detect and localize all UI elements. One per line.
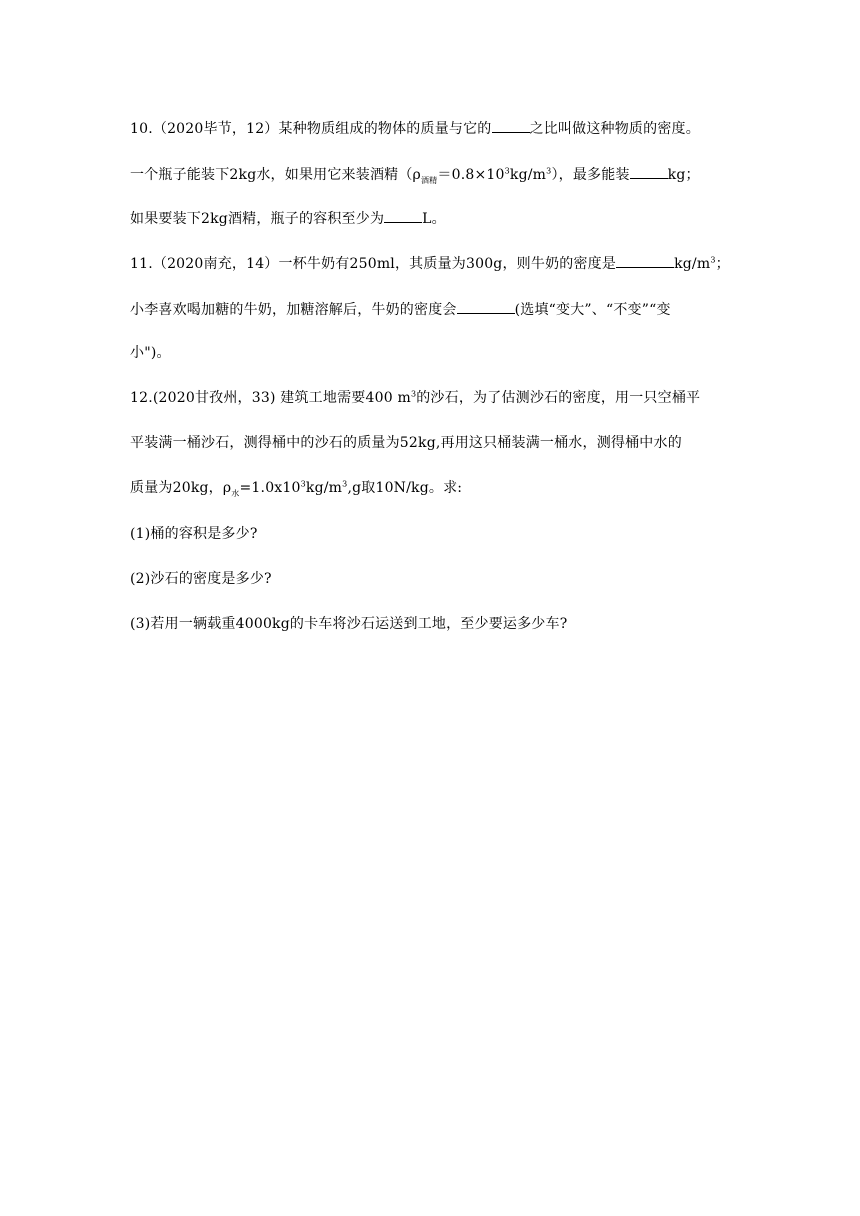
q12-subquestion-2 bbox=[130, 569, 740, 589]
q11-line-2 bbox=[130, 299, 740, 320]
q11-line-3 bbox=[130, 343, 740, 363]
q12-text: 的沙石，为了估测沙石的密度，用一只空桶平 bbox=[416, 390, 701, 406]
answer-blank bbox=[457, 299, 515, 314]
q12-line-1 bbox=[130, 388, 740, 408]
q12-text: =1.0x10 bbox=[239, 480, 301, 496]
superscript: 3 bbox=[546, 166, 552, 176]
answer-blank bbox=[384, 208, 422, 223]
q12-line-2 bbox=[130, 433, 740, 453]
q12-text: 12.(2020甘孜州，33) 建筑工地需要400 m bbox=[130, 390, 411, 406]
q11-text: 小")。 bbox=[130, 345, 171, 361]
q10-text: ），最多能装 bbox=[551, 167, 630, 183]
subscript: 酒精 bbox=[420, 175, 438, 185]
q12-sub-text: (3)若用一辆载重4000kg的卡车将沙石运送到工地，至少要运多少车? bbox=[130, 616, 568, 632]
q10-text: 一个瓶子能装下2kg水，如果用它来装酒精（ρ bbox=[130, 167, 421, 183]
q10-line-2 bbox=[130, 164, 740, 185]
q12-text: kg/m bbox=[305, 480, 343, 496]
q11-text: 小李喜欢喝加糖的牛奶，加糖溶解后，牛奶的密度会 bbox=[130, 302, 457, 318]
answer-blank bbox=[630, 164, 668, 179]
q10-text: L。 bbox=[422, 211, 446, 227]
superscript: 3 bbox=[300, 479, 306, 489]
superscript: 3 bbox=[342, 479, 348, 489]
q12-text: 质量为20kg，ρ bbox=[130, 480, 232, 496]
q10-line-1 bbox=[130, 118, 740, 139]
q10-text: 如果要装下2kg酒精，瓶子的容积至少为 bbox=[130, 211, 385, 227]
q10-text: ＝0.8×10 bbox=[437, 167, 505, 183]
q11-line-1 bbox=[130, 253, 740, 274]
answer-blank bbox=[492, 118, 530, 133]
superscript: 3 bbox=[504, 166, 510, 176]
q12-line-3 bbox=[130, 478, 740, 498]
answer-blank bbox=[616, 253, 674, 268]
q11-text: ； bbox=[715, 256, 730, 272]
superscript: 3 bbox=[410, 389, 417, 399]
subscript: 水 bbox=[231, 488, 240, 498]
q12-sub-text: (1)桶的容积是多少? bbox=[130, 526, 258, 542]
q10-text: kg/m bbox=[509, 167, 547, 183]
q12-text: 平装满一桶沙石，测得桶中的沙石的质量为52kg,再用这只桶装满一桶水，测得桶中水的 bbox=[130, 435, 682, 451]
q10-text: kg； bbox=[667, 167, 700, 183]
q12-subquestion-3 bbox=[130, 614, 740, 634]
superscript: 3 bbox=[710, 255, 716, 265]
q11-text: kg/m bbox=[674, 256, 711, 272]
q12-sub-text: (2)沙石的密度是多少? bbox=[130, 571, 272, 587]
q10-line-3 bbox=[130, 208, 740, 229]
q11-text: (选填“变大”、“不变”“变 bbox=[514, 302, 671, 318]
q12-subquestion-1 bbox=[130, 524, 740, 544]
q10-text: 之比叫做这种物质的密度。 bbox=[529, 121, 700, 137]
q11-text: 11.（2020南充，14）一杯牛奶有250ml，其质量为300g，则牛奶的密度是 bbox=[130, 256, 617, 272]
q12-text: ,g取10N/kg。求: bbox=[347, 480, 463, 496]
q10-text: 10.（2020毕节，12）某种物质组成的物体的质量与它的 bbox=[130, 121, 492, 137]
